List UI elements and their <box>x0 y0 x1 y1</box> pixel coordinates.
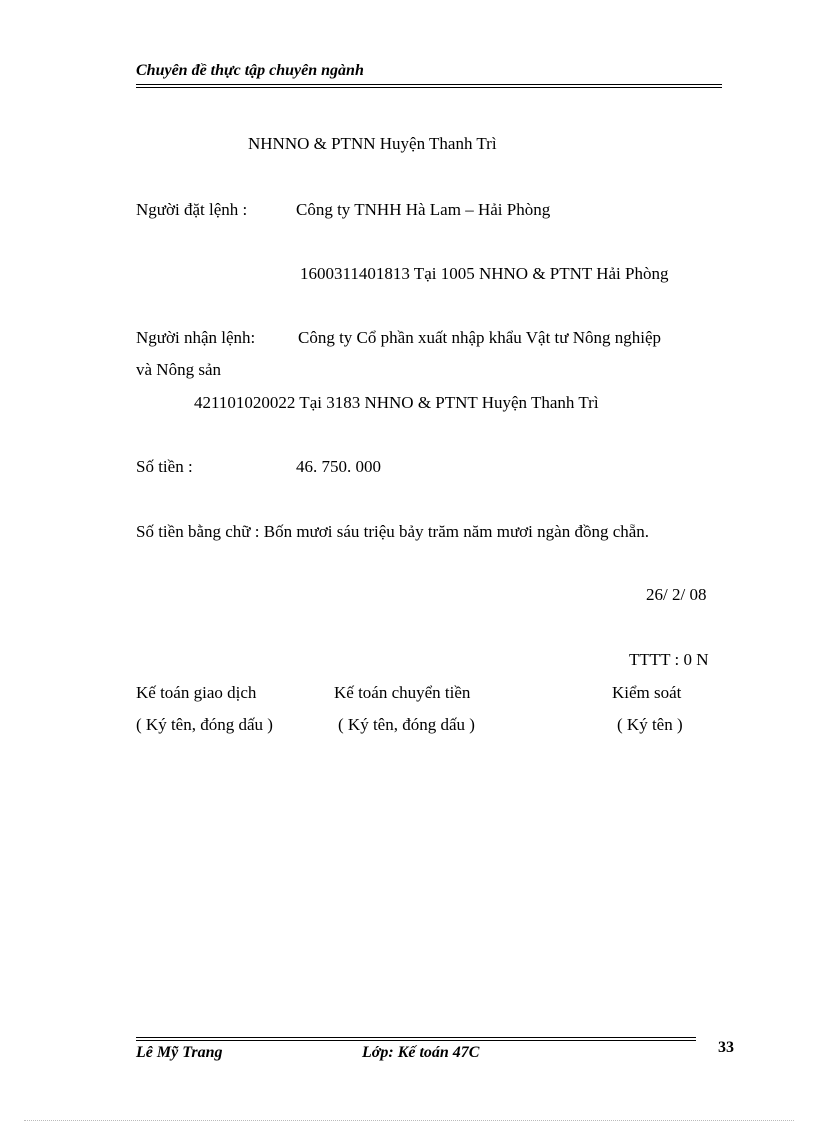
payee-name-line1: Công ty Cổ phần xuất nhập khẩu Vật tư Nông nghiệp <box>298 328 662 347</box>
payer-name: Công ty TNHH Hà Lam – Hải Phòng <box>296 200 551 219</box>
page-bottom-divider <box>24 1120 794 1121</box>
footer-class: Lớp: Kế toán 47C <box>362 1044 480 1061</box>
signature-note-transaction: ( Ký tên, đóng dấu ) <box>136 715 273 734</box>
footer-rule-bottom <box>136 1040 696 1041</box>
document-date: 26/ 2/ 08 <box>646 585 707 604</box>
tttt-code: TTTT : 0 N <box>629 650 709 669</box>
header-rule-bottom <box>136 87 722 88</box>
payer-label: Người đặt lệnh : <box>136 200 248 219</box>
payee-account: 421101020022 Tại 3183 NHNO & PTNT Huyện Thanh Trì <box>194 393 599 412</box>
signature-title-transaction: Kế toán giao dịch <box>136 683 257 702</box>
signature-title-transfer: Kế toán chuyển tiền <box>334 683 471 702</box>
amount-value: 46. 750. 000 <box>296 457 381 476</box>
header-rule-top <box>136 84 722 85</box>
payee-name-line2: và Nông sản <box>136 360 221 379</box>
payee-label: Người nhận lệnh: <box>136 328 256 347</box>
amount-in-words: Số tiền bằng chữ : Bốn mươi sáu triệu bảy trăm năm mươi ngàn đồng chẵn. <box>136 522 650 541</box>
header-title: Chuyên đề thực tập chuyên ngành <box>136 62 364 79</box>
signature-note-transfer: ( Ký tên, đóng dấu ) <box>338 715 475 734</box>
footer-author: Lê Mỹ Trang <box>136 1044 223 1061</box>
page-number: 33 <box>718 1039 734 1056</box>
payer-account: 1600311401813 Tại 1005 NHNO & PTNT Hải Phòng <box>300 264 669 283</box>
bank-name: NHNNO & PTNN Huyện Thanh Trì <box>248 134 497 153</box>
amount-label: Số tiền : <box>136 457 193 476</box>
signature-note-control: ( Ký tên ) <box>617 715 683 734</box>
signature-title-control: Kiểm soát <box>612 683 682 702</box>
footer-rule-top <box>136 1037 696 1038</box>
